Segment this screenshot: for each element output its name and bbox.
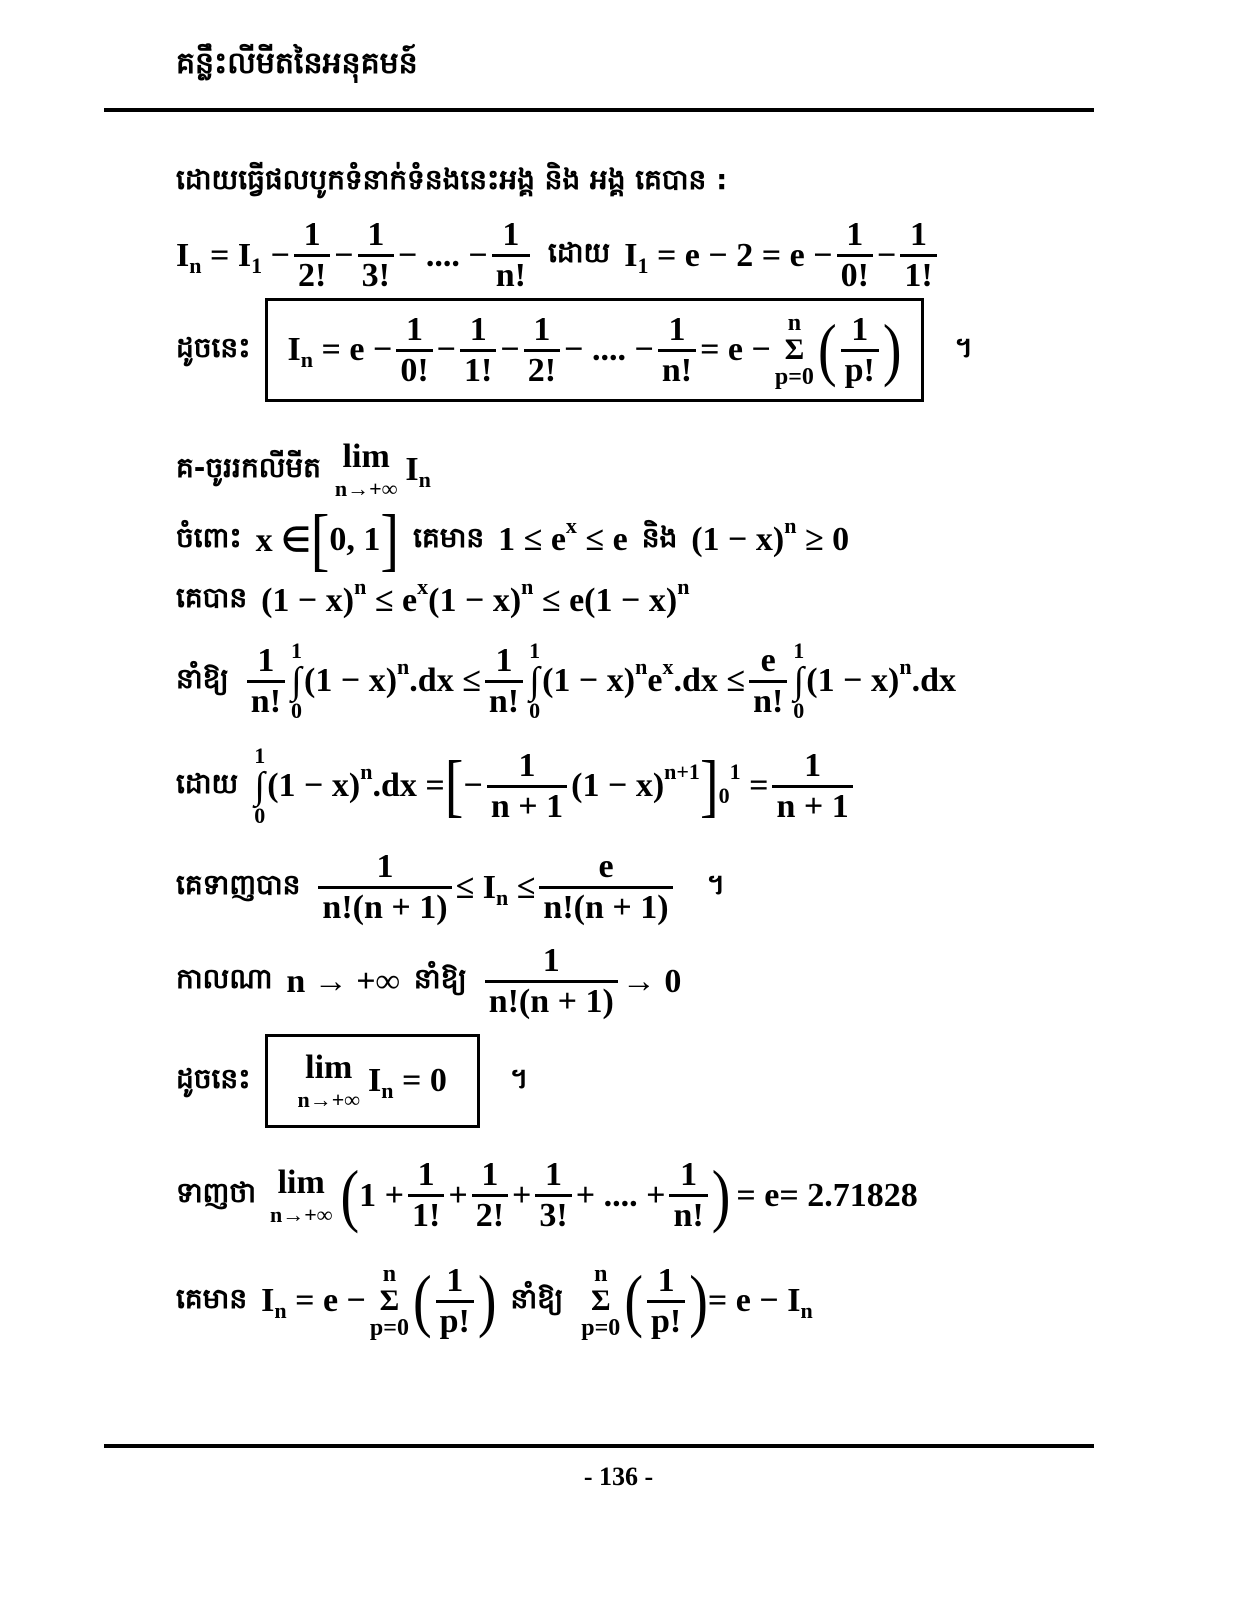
khmer-word: គេមាន	[413, 520, 485, 554]
khmer-word: ដោយ	[176, 766, 239, 800]
end-mark: ។	[954, 330, 973, 364]
text-line-8	[176, 745, 857, 827]
result-box-In	[265, 298, 925, 402]
text-line-9	[176, 850, 725, 925]
khmer-word: នាំឱ្យ	[413, 962, 467, 995]
khmer-word: ដូចនេះ	[176, 1061, 251, 1095]
page-header-title: គន្លឹះលីមីតនៃអនុគមន៍	[176, 46, 418, 81]
text-line-6	[176, 573, 690, 621]
text-line-1	[176, 162, 741, 203]
equation-limit-result: lim n→+∞ I n = 0	[297, 1049, 447, 1112]
equation-limit-zero: $\frac{1}{n!(n + 1)}$ → 0	[481, 944, 682, 1019]
khmer-word: ចំពោះ	[176, 520, 242, 554]
end-mark: ។	[509, 1061, 529, 1095]
khmer-sentence: ដោយធ្វើផលបូកទំនាក់ទំនងនេះអង្គ និង អង្គ គេបាន :	[176, 163, 728, 196]
equation-In-bounds: $\frac{1}{n!(n + 1)}$ ≤ I n ≤ $\frac{e}{n!(n + 1)}$	[314, 850, 676, 925]
khmer-sentence: គ-ចូររកលីមីត	[176, 450, 321, 484]
khmer-word: គេមាន	[176, 1281, 248, 1315]
equation-integral-value: 1 ∫ 0 (1 − x) n .dx = [ − $\frac{1}{n + 1}$ (1 − x) n+1 ] 0 1 = $\frac{1}{n + 1}$	[252, 745, 857, 827]
equation-positivity: (1 − x) n ≥ 0	[691, 513, 850, 558]
text-line-10	[176, 944, 681, 1019]
khmer-word: គេបាន	[176, 581, 248, 614]
text-line-4	[176, 440, 431, 500]
text-line-12	[176, 1158, 918, 1233]
text-line-11	[176, 1034, 528, 1128]
footer-rule	[104, 1444, 1094, 1448]
equation-integral-inequality: $\frac{1}{n!}$ 1 ∫ 0 (1 − x) n .dx ≤ $\frac{1}{n!}$ 1 ∫ 0 (1 − x) n e x .dx ≤ $\frac{e}{n!}$ 1 ∫ 0 (1 − x) n .dx	[243, 640, 956, 722]
equation-inequality: (1 − x) n ≤ e x (1 − x) n ≤ e(1 − x) n	[261, 573, 690, 619]
khmer-word: និង	[641, 520, 678, 554]
page-number: - 136 -	[583, 1462, 654, 1491]
equation-sigma-result: n Σ p=0 ( $\frac{1}{p!}$ ) = e − I n	[581, 1261, 813, 1341]
equation-line-3	[176, 298, 973, 402]
text-line-5	[176, 501, 850, 579]
khmer-word: កាលណា	[176, 962, 273, 995]
khmer-word: នាំឱ្យ	[510, 1281, 564, 1315]
equation-In-sum: I n = e − $\frac{1}{0!}$ − $\frac{1}{1!}$ − $\frac{1}{2!}$ − .... − $\frac{1}{n!}$ = e − n Σ p=0 ( $\frac{1}{p!}$ )	[287, 310, 902, 390]
equation-In-sigma: I n = e − n Σ p=0 ( $\frac{1}{p!}$ )	[261, 1261, 497, 1341]
equation-n-to-infinity: n → +∞	[286, 962, 400, 1000]
khmer-word: ដូចនេះ	[176, 330, 251, 364]
end-mark: ។	[706, 868, 726, 901]
khmer-word: ទាញថា	[176, 1176, 256, 1209]
equation-ex-bounds: 1 ≤ e x ≤ e	[498, 513, 628, 558]
khmer-word: ដោយ	[547, 236, 611, 269]
e-value: = e= 2.71828	[736, 1176, 918, 1214]
khmer-word: គេទាញបាន	[176, 868, 301, 901]
equation-e-series: lim n→+∞ ( 1 + $\frac{1}{1!}$ + $\frac{1}{2!}$ + $\frac{1}{3!}$ + .... + $\frac{1}{n!}$ ) = e= 2.71828	[269, 1156, 918, 1235]
header-rule	[104, 108, 1094, 112]
equation-I1: I 1 = e − 2 = e − $\frac{1}{0!}$ − $\frac{1}{1!}$	[624, 218, 940, 293]
text-line-7	[176, 640, 956, 722]
equation-line-2	[176, 218, 941, 293]
text-line-13	[176, 1262, 813, 1340]
equation-lim-In: lim n→+∞ I n	[334, 438, 431, 501]
khmer-word: នាំឱ្យ	[176, 661, 229, 695]
equation-In-expansion: I n = I 1 − $\frac{1}{2!}$ − $\frac{1}{3!}$ − .... − $\frac{1}{n!}$	[176, 218, 534, 293]
equation-interval: x ∈ [ 0, 1 ]	[255, 501, 400, 579]
result-box-limit	[265, 1034, 480, 1128]
